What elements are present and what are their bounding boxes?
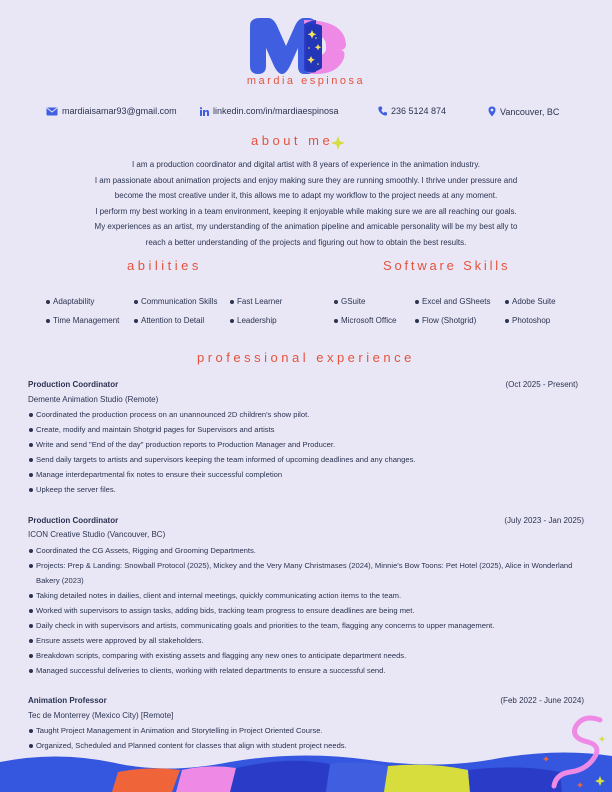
contact-phone[interactable] [378,106,446,116]
bullet-dot [505,300,509,304]
job-title: Production Coordinator [28,516,119,525]
about-line: become the most creative under it, this allows me to adapt my workflow to the project needs at any moment. [114,191,498,200]
contact-email[interactable] [46,106,177,116]
job-title: Production Coordinator [28,380,119,389]
ability-label: Fast Learner [237,297,283,306]
decorative-ribbon [540,712,612,792]
bullet-dot [46,319,50,323]
software-label: Microsoft Office [341,316,397,325]
job-title: Animation Professor [28,696,107,705]
about-line: reach a better understanding of the projects and figuring out how to obtain the best results. [145,237,467,247]
job-bullets [28,407,584,497]
job-company: Tec de Monterrey (Mexico City) [Remote] [28,711,174,720]
software-label: Flow (Shotgrid) [422,316,477,325]
ability-label: Time Management [53,316,120,325]
job-bullet: Organized, Scheduled and Planned content for classes that align with student project needs. [28,738,584,753]
software-item [505,297,556,306]
bullet-dot [46,300,50,304]
bullet-dot [505,319,509,323]
job-bullet: Create, modify and maintain Shotgrid pages for Supervisors and artists [28,422,584,437]
ability-item [134,316,204,325]
contact-linkedin[interactable] [200,106,339,116]
software-label: Adobe Suite [512,297,556,306]
job-company: ICON Creative Studio (Vancouver, BC) [28,530,166,539]
job-dates: (Oct 2025 - Present) [505,380,578,389]
job-bullet: Coordinated the CG Assets, Rigging and Grooming Departments. [28,543,584,558]
bullet-dot [415,319,419,323]
about-line: I perform my best working in a team environment, keeping it enjoyable while making sure we are all reaching our goals. [95,206,517,216]
candidate-name: mardia espinosa [246,75,366,87]
bullet-dot [230,319,234,323]
linkedin-text: linkedin.com/in/mardiaespinosa [213,106,339,116]
logo-monogram [246,16,358,76]
bullet-dot [415,300,419,304]
job-bullets [28,543,584,678]
bullet-dot [334,319,338,323]
experience-heading: professional experience [197,350,415,365]
job-bullet: Coordinated the production process on an unannounced 2D children's show pilot. [28,407,584,422]
job-company: Demente Animation Studio (Remote) [28,395,159,404]
ability-label: Adaptability [53,297,95,306]
bullet-dot [230,300,234,304]
software-label: GSuite [341,297,366,306]
phone-text: 236 5124 874 [391,106,447,116]
job-bullet: Ensure assets were approved by all stakeholders. [28,633,584,648]
job-bullet: Taught Project Management in Animation and Storytelling in Project Oriented Course. [28,723,584,738]
job-bullet: Managed successful deliveries to clients, working with related departments to ensure a successful send. [28,663,584,678]
phone-icon [378,106,387,116]
job-dates: (Feb 2022 - June 2024) [500,696,584,705]
software-label: Excel and GSheets [422,297,491,306]
mail-icon [46,107,58,116]
bullet-dot [134,319,138,323]
ability-item [134,297,217,306]
software-item [334,316,396,325]
software-item [415,297,490,306]
job-bullet: Projects: Prep & Landing: Snowball Protocol (2025), Mickey and the Very Many Christmases (2024), Minnie's Bow Toons: Pet Hotel (2025), Alice in Wonderland Bakery (2023) [28,558,576,588]
contact-location[interactable] [488,106,559,117]
about-line: I am passionate about animation projects and enjoy making sure they are running smoothly. I thrive under pressure and [94,175,518,185]
about-line: My experiences as an artist, my understanding of the animation pipeline and amicable personality will be my best ally to [94,222,518,231]
job-bullet: Breakdown scripts, comparing with existing assets and flagging any new ones to anticipate department needs. [28,648,584,663]
job-dates: (July 2023 - Jan 2025) [504,516,584,525]
job-bullet: Send daily targets to artists and supervisors keeping the team informed of upcoming deadlines and any changes. [28,452,584,467]
software-item [334,297,365,306]
software-item [505,316,550,325]
ability-item [46,297,94,306]
linkedin-icon [200,107,209,116]
job-bullet: Write and send "End of the day" production reports to Production Manager and Producer. [28,437,584,452]
location-pin-icon [488,106,496,117]
ability-label: Communication Skills [141,297,218,306]
sparkle-star-icon [331,136,345,150]
ability-item [46,316,119,325]
ability-item [230,316,277,325]
software-label: Photoshop [512,316,551,325]
about-line: I am a production coordinator and digital artist with 8 years of experience in the animation industry. [131,160,481,169]
location-text: Vancouver, BC [500,106,560,117]
ability-label: Leadership [237,316,277,325]
ability-label: Attention to Detail [141,316,205,325]
job-bullet: Manage interdepartmental fix notes to ensure their successful completion [28,467,584,482]
software-item [415,316,476,325]
email-text: mardiaisamar93@gmail.com [62,106,177,116]
ability-item [230,297,282,306]
abilities-heading: abilities [127,258,202,273]
about-heading: about me [251,133,334,148]
about-text [56,157,556,250]
job-bullet: Taking detailed notes in dailies, client and internal meetings, quickly communicating action items to the team. [28,588,584,603]
software-heading: Software Skills [383,258,511,273]
bullet-dot [134,300,138,304]
job-bullet: Upkeep the server files. [28,482,584,497]
job-bullet: Daily check in with supervisors and artists, communicating goals and priorities to the team, flagging any concerns to upper management. [28,618,584,633]
decorative-wave-footer [0,742,612,792]
job-bullet: Worked with supervisors to assign tasks, adding bids, tracking team progress to ensure deadlines are being met. [28,603,584,618]
bullet-dot [334,300,338,304]
